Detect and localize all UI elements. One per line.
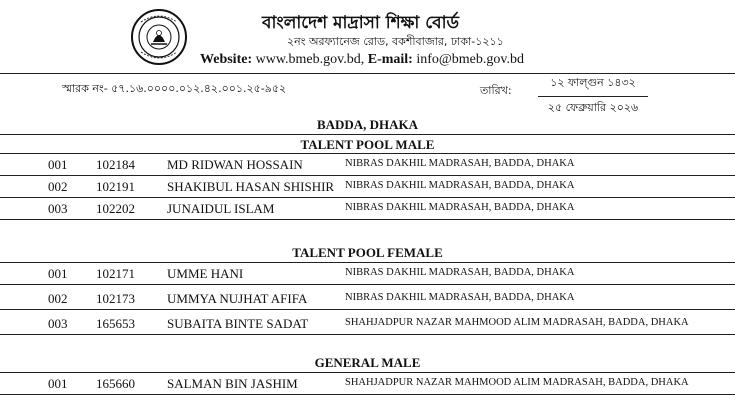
organization-name: বাংলাদেশ মাদ্রাসা শিক্ষা বোর্ড xyxy=(262,13,460,33)
table-row xyxy=(0,154,735,176)
roll-number: 102202 xyxy=(96,201,135,216)
table-row xyxy=(0,176,735,198)
section-heading xyxy=(0,243,735,263)
roll-number: 102184 xyxy=(96,157,135,172)
student-name: UMME HANI xyxy=(167,266,244,281)
board-seal-logo xyxy=(129,8,189,66)
district-title: BADDA, DHAKA xyxy=(316,117,419,132)
institution-name: SHAHJADPUR NAZAR MAHMOOD ALIM MADRASAH, BADDA, DHAKA xyxy=(345,377,689,388)
date-label: তারিখ: xyxy=(480,84,512,97)
email-label: E-mail: xyxy=(367,52,413,67)
institution-name: NIBRAS DAKHIL MADRASAH, BADDA, DHAKA xyxy=(345,292,575,303)
website-label: Website: xyxy=(200,52,253,67)
organization-address: ২নং অরফ্যানেজ রোড, বকশীবাজার, ঢাকা-১২১১ xyxy=(287,35,504,48)
section-title: TALENT POOL MALE xyxy=(300,137,435,152)
roll-number: 102173 xyxy=(96,291,135,306)
student-name: SALMAN BIN JASHIM xyxy=(167,376,298,391)
student-name: SHAKIBUL HASAN SHISHIR xyxy=(167,179,335,194)
institution-name: NIBRAS DAKHIL MADRASAH, BADDA, DHAKA xyxy=(345,202,575,213)
institution-name: NIBRAS DAKHIL MADRASAH, BADDA, DHAKA xyxy=(345,158,575,169)
institution-name: NIBRAS DAKHIL MADRASAH, BADDA, DHAKA xyxy=(345,267,575,278)
roll-number: 102171 xyxy=(96,266,135,281)
contact-line xyxy=(200,52,524,68)
serial-number: 003 xyxy=(48,201,68,216)
serial-number: 002 xyxy=(48,179,68,194)
date-bangla: ১২ ফাল্গুন ১৪৩২ xyxy=(538,74,648,97)
table-row xyxy=(0,263,735,285)
student-name: JUNAIDUL ISLAM xyxy=(167,201,275,216)
email-link[interactable]: info@bmeb.gov.bd xyxy=(416,52,524,67)
roll-number: 102191 xyxy=(96,179,135,194)
student-name: UMMYA NUJHAT AFIFA xyxy=(167,291,308,306)
date-gregorian: ২৫ ফেব্রুয়ারি ২০২৬ xyxy=(547,101,639,114)
section-heading xyxy=(0,353,735,373)
table-row xyxy=(0,288,735,310)
table-row xyxy=(0,373,735,395)
serial-number: 001 xyxy=(48,157,68,172)
website-link[interactable]: www.bmeb.gov.bd, xyxy=(255,52,365,67)
section-title: GENERAL MALE xyxy=(314,355,421,370)
student-name: MD RIDWAN HOSSAIN xyxy=(167,157,303,172)
section-title: TALENT POOL FEMALE xyxy=(292,245,443,260)
roll-number: 165660 xyxy=(96,376,135,391)
institution-name: NIBRAS DAKHIL MADRASAH, BADDA, DHAKA xyxy=(345,180,575,191)
serial-number: 001 xyxy=(48,376,68,391)
institution-name: SHAHJADPUR NAZAR MAHMOOD ALIM MADRASAH, BADDA, DHAKA xyxy=(345,317,689,328)
roll-number: 165653 xyxy=(96,316,135,331)
date-block xyxy=(538,70,648,118)
table-row xyxy=(0,313,735,335)
memo-number: স্মারক নং- ৫৭.১৬.০০০০.০১২.৪২.০০১.২৫-৯৫২ xyxy=(62,82,287,95)
serial-number: 002 xyxy=(48,291,68,306)
section-heading xyxy=(0,134,735,154)
serial-number: 001 xyxy=(48,266,68,281)
serial-number: 003 xyxy=(48,316,68,331)
table-row xyxy=(0,198,735,220)
student-name: SUBAITA BINTE SADAT xyxy=(167,316,309,331)
